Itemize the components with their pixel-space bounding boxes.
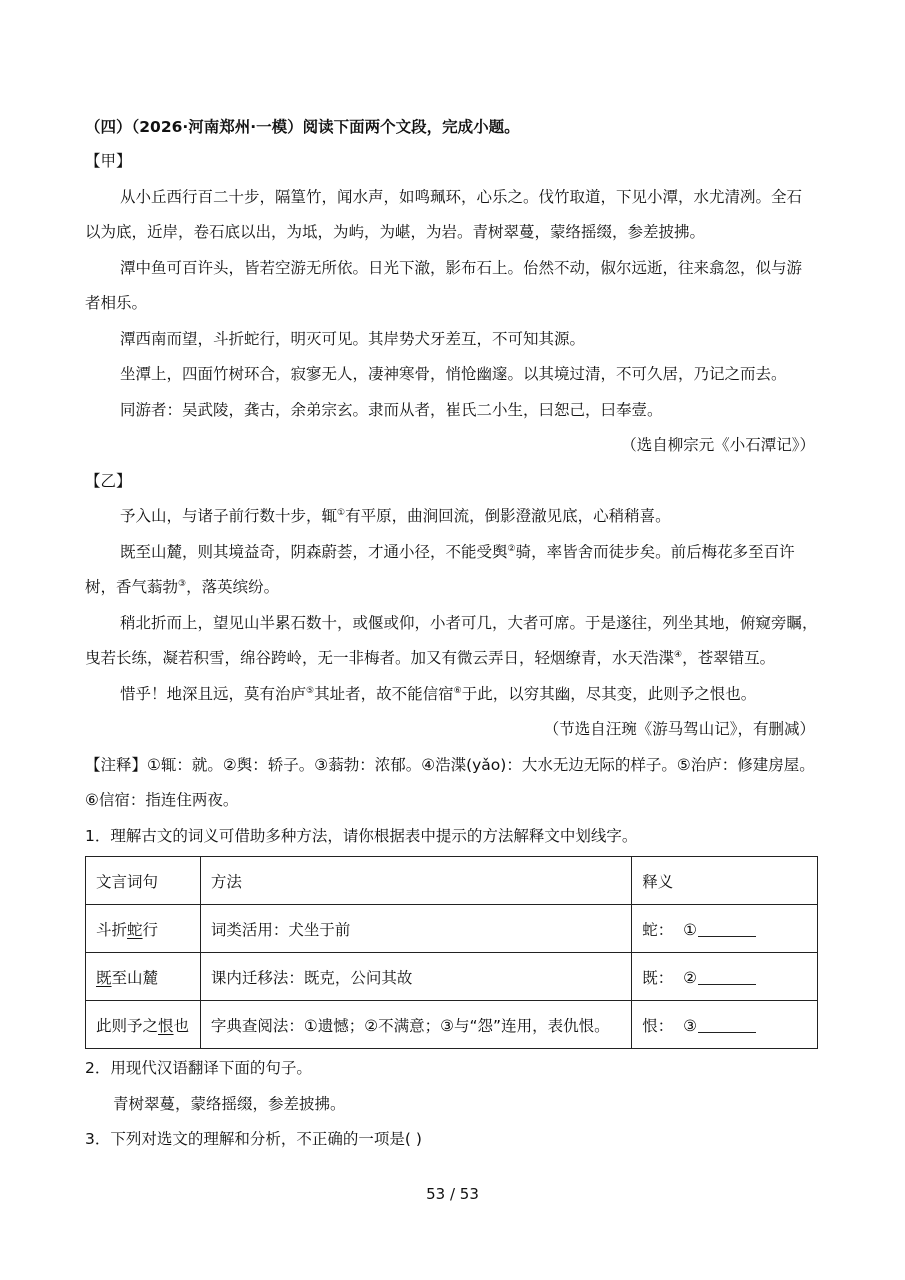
yi-paragraph-2-line-1: 既至山麓，则其境益奇，阴森蔚荟，才通小径，不能受舆②骑，率皆舍而徒步矣。前后梅花多至百许 <box>120 543 795 561</box>
note-marker-5: ⑤ <box>306 686 315 696</box>
table-row <box>86 1001 818 1049</box>
yi-paragraph-2-line-2: 树，香气蓊勃③，落英缤纷。 <box>85 578 280 596</box>
yi-paragraph-4: 惜乎！地深且远，莫有治庐⑤其址者，故不能信宿⑥于此，以穷其幽，尽其变，此则予之恨也。 <box>120 685 757 703</box>
underlined-word: 既 <box>96 968 112 987</box>
underlined-word: 蛇 <box>127 920 143 939</box>
table-header-row <box>86 857 818 905</box>
page-number: 53 / 53 <box>426 1185 479 1203</box>
table-header-cell: 文言词句 <box>86 857 201 905</box>
question-2-prompt: 2．用现代汉语翻译下面的句子。 <box>85 1059 312 1077</box>
annotation-line-1: 【注释】①辄：就。②舆：轿子。③蓊勃：浓郁。④浩渫(yǎo)：大水无边无际的样子。⑤治庐：修建房屋。 <box>85 756 815 774</box>
jia-source: （选自柳宗元《小石潭记》） <box>621 436 815 454</box>
table-header-cell: 释义 <box>632 857 818 905</box>
method-cell: 课内迁移法：既克，公问其故 <box>200 953 631 1001</box>
question-2-sentence: 青树翠蔓，蒙络摇缀，参差披拂。 <box>113 1095 346 1113</box>
vocabulary-table <box>85 856 818 1049</box>
table-row <box>86 953 818 1001</box>
underlined-word: 恨 <box>158 1016 174 1035</box>
yi-source: （节选自汪琬《游马驾山记》，有删减） <box>543 720 815 738</box>
method-cell: 词类活用：犬坐于前 <box>200 905 631 953</box>
jia-paragraph-3: 潭西南而望，斗折蛇行，明灭可见。其岸势犬牙差互，不可知其源。 <box>120 330 586 348</box>
question-1-prompt: 1．理解古文的词义可借助多种方法，请你根据表中提示的方法解释文中划线字。 <box>85 827 638 845</box>
yi-paragraph-3-line-2: 曳若长练，凝若积雪，绵谷跨岭，无一非梅者。加又有微云弄日，轻烟缭青，水天浩渫④，苍翠错互。 <box>85 649 776 667</box>
passage-jia-label: 【甲】 <box>85 152 132 170</box>
answer-cell: 既： ② <box>632 953 818 1001</box>
note-marker-2: ② <box>507 544 516 554</box>
jia-paragraph-5: 同游者：吴武陵，龚古，余弟宗玄。隶而从者，崔氏二小生，曰恕己，曰奉壹。 <box>120 401 663 419</box>
annotation-line-2: ⑥信宿：指连住两夜。 <box>85 791 239 809</box>
section-header: （四）（2026·河南郑州·一模）阅读下面两个文段，完成小题。 <box>85 118 520 136</box>
answer-blank-2[interactable] <box>698 970 756 985</box>
jia-paragraph-2-line-2: 者相乐。 <box>85 294 148 312</box>
answer-cell: 恨： ③ <box>632 1001 818 1049</box>
phrase-cell: 此则予之恨也 <box>86 1001 201 1049</box>
table-row <box>86 905 818 953</box>
yi-paragraph-1: 予入山，与诸子前行数十步，辄①有平原，曲涧回流，倒影澄澈见底，心稍稍喜。 <box>120 507 671 525</box>
phrase-cell: 斗折蛇行 <box>86 905 201 953</box>
answer-blank-1[interactable] <box>698 922 756 937</box>
table-header-cell: 方法 <box>200 857 631 905</box>
note-marker-4: ④ <box>674 650 683 660</box>
yi-paragraph-3-line-1: 稍北折而上，望见山半累石数十，或偃或仰，小者可几，大者可席。于是遂往，列坐其地，俯窥旁瞩， <box>120 614 818 632</box>
note-marker-3: ③ <box>178 579 187 589</box>
answer-cell: 蛇： ① <box>632 905 818 953</box>
note-marker-6: ⑥ <box>453 686 462 696</box>
jia-paragraph-1-line-1: 从小丘西行百二十步，隔篁竹，闻水声，如鸣珮环，心乐之。伐竹取道，下见小潭，水尤清冽。全石 <box>120 188 803 206</box>
passage-yi-label: 【乙】 <box>85 472 132 490</box>
jia-paragraph-1-line-2: 以为底，近岸，卷石底以出，为坻，为屿，为嵁，为岩。青树翠蔓，蒙络摇缀，参差披拂。 <box>85 223 706 241</box>
jia-paragraph-2-line-1: 潭中鱼可百许头，皆若空游无所依。日光下澈，影布石上。佁然不动，俶尔远逝，往来翕忽，似与游 <box>120 259 803 277</box>
note-marker-1: ① <box>337 508 346 518</box>
method-cell: 字典查阅法：①遗憾；②不满意；③与“怨”连用，表仇恨。 <box>200 1001 631 1049</box>
answer-blank-3[interactable] <box>698 1018 756 1033</box>
jia-paragraph-4: 坐潭上，四面竹树环合，寂寥无人，凄神寒骨，悄怆幽邃。以其境过清，不可久居，乃记之而去。 <box>120 365 787 383</box>
question-3-prompt: 3．下列对选文的理解和分析，不正确的一项是( ) <box>85 1130 422 1148</box>
phrase-cell: 既至山麓 <box>86 953 201 1001</box>
